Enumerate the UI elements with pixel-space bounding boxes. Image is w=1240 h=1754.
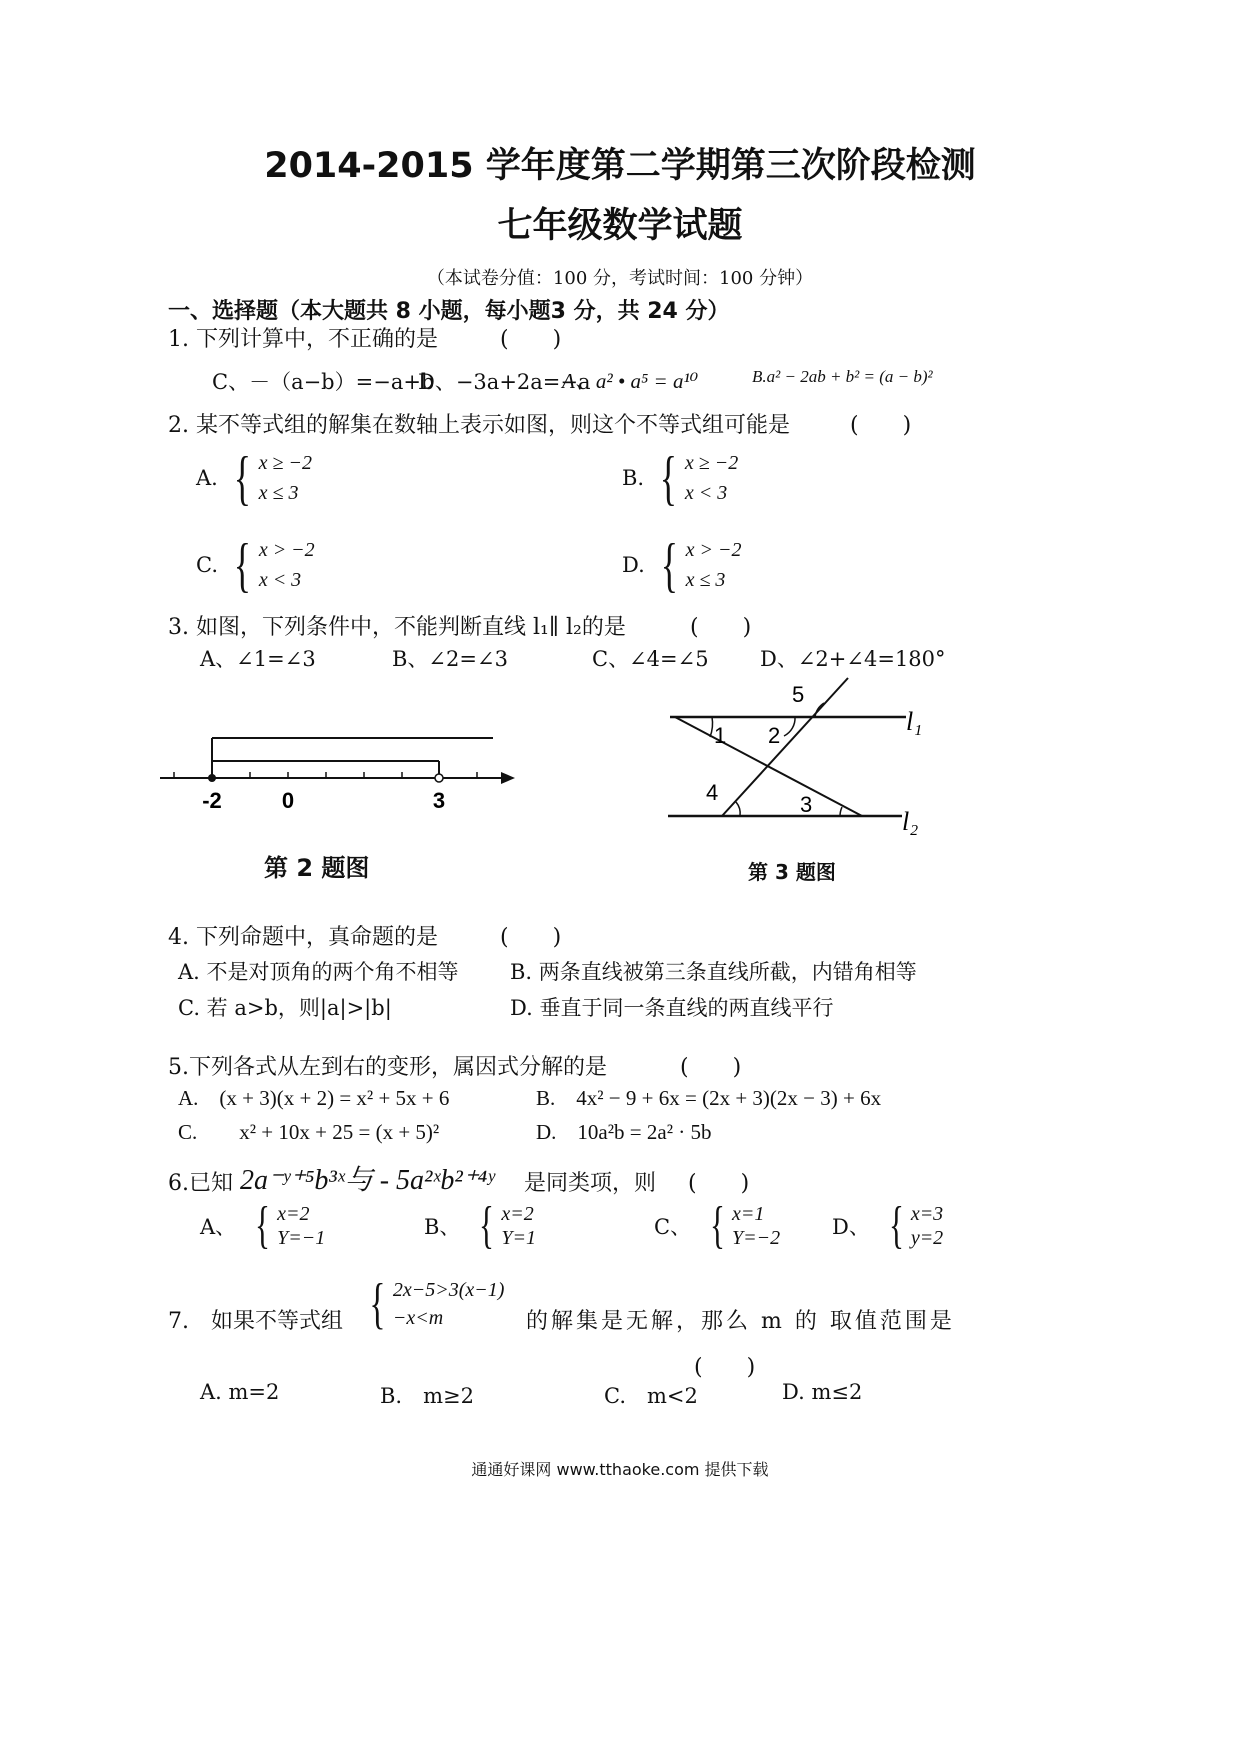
q2-option-c-row1: x > −2 xyxy=(258,539,315,561)
q2-option-d-label: D. xyxy=(622,553,645,577)
q3-answer-paren: ( ) xyxy=(690,615,752,640)
q1-answer-paren: ( ) xyxy=(500,327,562,352)
q2-option-c: C. { x > −2 x < 3 xyxy=(196,532,315,598)
q6-option-d-label: D、 xyxy=(832,1215,870,1239)
fig2-caption: 第 2 题图 xyxy=(264,854,370,882)
point-3 xyxy=(435,774,443,782)
q2-option-b-row1: x ≥ −2 xyxy=(684,452,739,474)
q5-option-a: A. (x + 3)(x + 2) = x² + 5x + 6 xyxy=(178,1086,450,1110)
q2-option-a-row2: x ≤ 3 xyxy=(258,482,299,504)
q2-option-b: B. { x ≥ −2 x < 3 xyxy=(622,445,739,511)
q7-row1: 2x−5>3(x−1) xyxy=(392,1279,505,1301)
q2-stem: 2. 某不等式组的解集在数轴上表示如图，则这个不等式组可能是 xyxy=(168,413,790,438)
q5-answer-paren: ( ) xyxy=(680,1055,742,1080)
q6-option-a: A、 { x=2 Y=−1 xyxy=(200,1197,326,1254)
q2-option-d: D. { x > −2 x ≤ 3 xyxy=(622,532,742,598)
q3-stem: 3. 如图，下列条件中，不能判断直线 l₁∥ l₂的是 xyxy=(168,615,626,640)
q6-option-c-label: C、 xyxy=(654,1215,692,1239)
q2-option-d-row2: x ≤ 3 xyxy=(685,569,726,591)
q6-stem-suffix: 是同类项，则 xyxy=(524,1171,657,1196)
line-label-l1: l₁ xyxy=(906,707,923,736)
q3-option-a: A、∠1=∠3 xyxy=(200,647,316,671)
point-minus-2 xyxy=(208,774,216,782)
q6-option-a-label: A、 xyxy=(200,1215,237,1239)
q6-stem-prefix: 6.已知 xyxy=(168,1171,233,1196)
q6-option-d: D、 { x=3 y=2 xyxy=(832,1197,944,1254)
q7-inequality-system: { 2x−5>3(x−1) −x<m xyxy=(369,1273,505,1335)
q3-option-c: C、∠4=∠5 xyxy=(592,647,709,671)
exam-subtitle: （本试卷分值：100 分，考试时间：100 分钟） xyxy=(426,268,814,289)
q6-option-b-label: B、 xyxy=(424,1215,461,1239)
q5-option-c: C. x² + 10x + 25 = (x + 5)² xyxy=(178,1120,440,1144)
q6-option-a-row2: Y=−1 xyxy=(277,1227,326,1249)
q1-option-c: C、－（a−b）=−a+b xyxy=(212,370,435,394)
q6-option-c-row2: Y=−2 xyxy=(732,1227,781,1249)
q6-expression: 2a⁻ʸ⁺⁵b³ˣ与 - 5a²ˣb²⁺⁴ʸ xyxy=(240,1165,495,1196)
q7-row2: −x<m xyxy=(392,1307,444,1329)
q6-option-d-row2: y=2 xyxy=(910,1227,944,1249)
q2-option-b-label: B. xyxy=(622,466,645,490)
q7-option-b: B. m≥2 xyxy=(380,1384,474,1408)
line-label-l2: l₂ xyxy=(902,807,919,836)
section-heading: 一、选择题（本大题共 8 小题，每小题3 分，共 24 分） xyxy=(168,299,730,324)
page-footer: 通通好课网 www.tthaoke.com 提供下载 xyxy=(471,1460,769,1479)
q7-answer-paren: ( ) xyxy=(694,1355,756,1380)
tick-label-minus-2: -2 xyxy=(202,788,222,813)
q5-option-b: B. 4x² − 9 + 6x = (2x + 3)(2x − 3) + 6x xyxy=(536,1086,882,1110)
q7-option-a: A. m=2 xyxy=(200,1380,280,1404)
fig3-caption: 第 3 题图 xyxy=(748,860,836,884)
q6-option-b-row1: x=2 xyxy=(501,1203,534,1225)
q6-option-a-row1: x=2 xyxy=(277,1203,310,1225)
q2-option-d-row1: x > −2 xyxy=(685,539,742,561)
q2-option-a-row1: x ≥ −2 xyxy=(258,452,313,474)
q1-option-d: D、−3a+2a=−a xyxy=(418,370,591,394)
q7-stem-suffix: 的解集是无解，那么 m 的 取值范围是 xyxy=(526,1309,955,1334)
q2-option-a: A. { x ≥ −2 x ≤ 3 xyxy=(196,445,313,511)
q2-option-b-row2: x < 3 xyxy=(684,482,728,504)
angle-label-4: 4 xyxy=(706,780,719,805)
angle-label-2: 2 xyxy=(768,723,781,748)
q6-option-b-row2: Y=1 xyxy=(501,1227,537,1249)
q6-option-c: C、 { x=1 Y=−2 xyxy=(654,1197,781,1254)
q2-option-c-label: C. xyxy=(196,553,218,577)
q4-option-c: C. 若 a>b，则|a|>|b| xyxy=(178,996,392,1020)
q3-option-b: B、∠2=∠3 xyxy=(392,647,508,671)
q2-option-c-row2: x < 3 xyxy=(258,569,302,591)
exam-title-line1: 2014-2015 学年度第二学期第三次阶段检测 xyxy=(264,146,976,186)
angle-label-5: 5 xyxy=(792,682,805,707)
tick-label-0: 0 xyxy=(281,788,295,813)
exam-title-line2: 七年级数学试题 xyxy=(497,206,743,246)
q2-number-line-figure xyxy=(155,720,535,820)
q1-stem: 1. 下列计算中，不正确的是 xyxy=(168,327,438,352)
tick-label-3: 3 xyxy=(432,788,446,813)
q5-stem: 5.下列各式从左到右的变形，属因式分解的是 xyxy=(168,1055,607,1080)
q7-stem-prefix: 7. 如果不等式组 xyxy=(168,1309,343,1334)
q7-option-d: D. m≤2 xyxy=(782,1380,863,1404)
q5-option-d: D. 10a²b = 2a² · 5b xyxy=(536,1120,712,1144)
angle-label-3: 3 xyxy=(800,792,813,817)
q1-option-a: A、a² • a⁵ = a¹⁰ xyxy=(562,369,699,393)
q4-stem: 4. 下列命题中，真命题的是 xyxy=(168,925,438,950)
q3-option-d: D、∠2+∠4=180° xyxy=(760,647,946,671)
q4-option-b: B. 两条直线被第三条直线所截，内错角相等 xyxy=(510,960,917,984)
q4-option-d: D. 垂直于同一条直线的两直线平行 xyxy=(510,996,834,1020)
q7-option-c: C. m<2 xyxy=(604,1384,698,1408)
q4-answer-paren: ( ) xyxy=(500,925,562,950)
q2-answer-paren: ( ) xyxy=(850,413,912,438)
q3-parallel-lines-figure xyxy=(660,670,940,840)
q6-option-b: B、 { x=2 Y=1 xyxy=(424,1197,537,1254)
q6-option-c-row1: x=1 xyxy=(732,1203,765,1225)
q6-answer-paren: ( ) xyxy=(688,1171,750,1196)
q2-option-a-label: A. xyxy=(196,466,218,490)
angle-label-1: 1 xyxy=(714,723,727,748)
q6-option-d-row1: x=3 xyxy=(910,1203,944,1225)
q1-option-b: B.a² − 2ab + b² = (a − b)² xyxy=(752,367,933,386)
q4-option-a: A. 不是对顶角的两个角不相等 xyxy=(178,960,459,984)
